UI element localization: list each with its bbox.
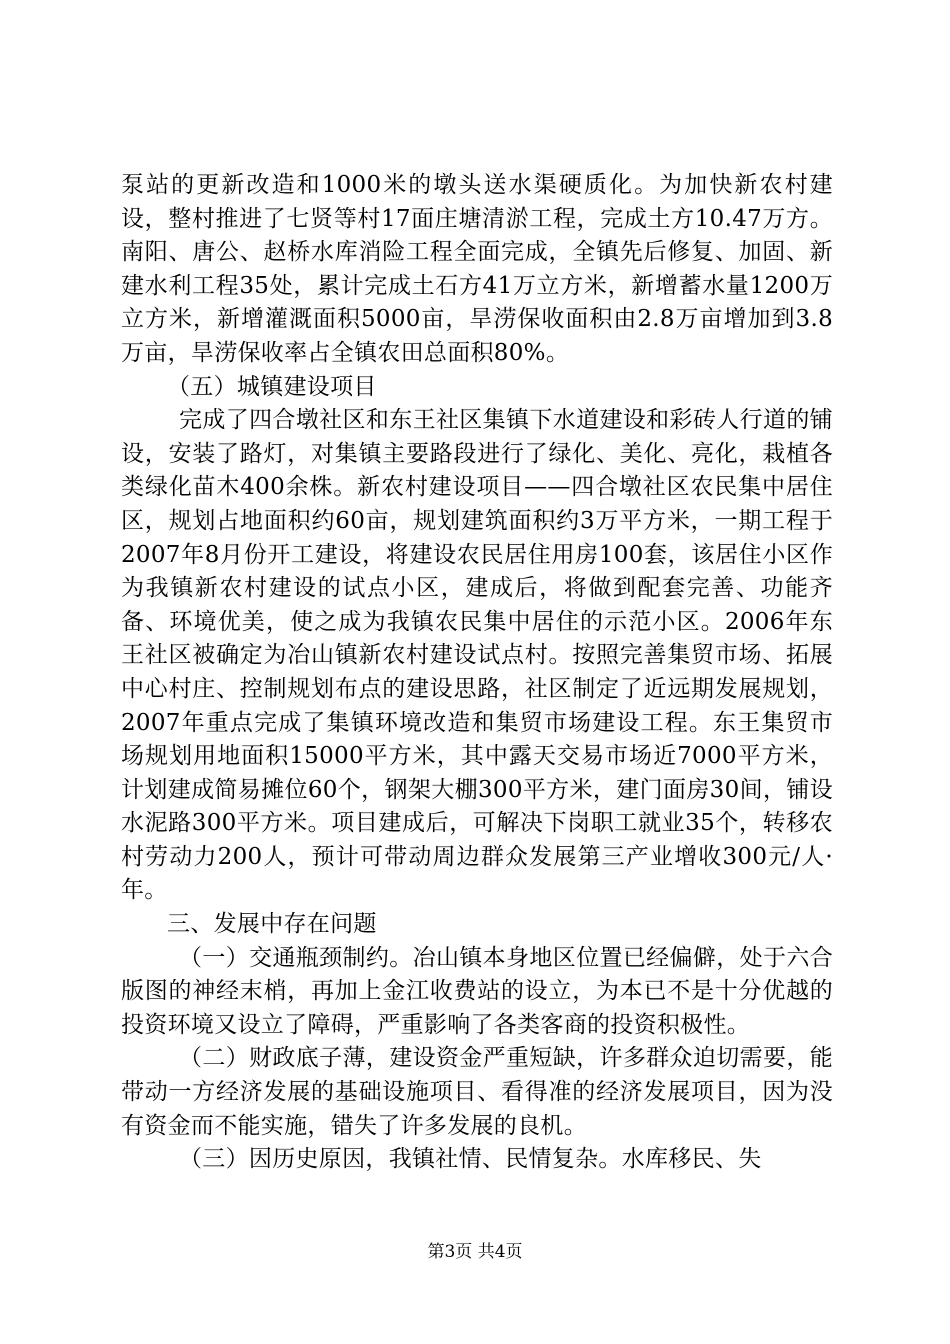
section-heading-town-construction: （五）城镇建设项目 [167, 373, 377, 400]
page-footer [0, 1241, 950, 1263]
paragraph-historical-reasons: （三）因历史原因，我镇社情、民情复杂。水库移民、失 [179, 1146, 762, 1173]
document-body [121, 169, 833, 1177]
page-number-label: 第3页 共4页 [427, 1242, 523, 1262]
paragraph-finance-shortage: （二）财政底子薄，建设资金严重短缺，许多群众迫切需要，能带动一方经济发展的基础设施项目、看得准的经济发展项目，因为没有资金而不能实施，错失了许多发展的良机。 [121, 1045, 833, 1139]
paragraph-traffic-bottleneck: （一）交通瓶颈制约。冶山镇本身地区位置已经偏僻，处于六合版图的神经末梢，再加上金江收费站的设立，为本已不是十分优越的投资环境又设立了障碍，严重影响了各类客商的投资积极性。 [121, 944, 833, 1038]
paragraph-town-construction: 完成了四合墩社区和东王社区集镇下水道建设和彩砖人行道的铺设，安装了路灯，对集镇主要路段进行了绿化、美化、亮化，栽植各类绿化苗木400余株。新农村建设项目——四合墩社区农民集中居住区，规划占地面积约60亩，规划建筑面积约3万平方米，一期工程于2007年8月份开工建设，将建设农民居住用房100套，该居住小区作为我镇新农村建设的试点小区，建成后，将做到配套完善、功能齐备、环境优美，使之成为我镇农民集中居住的示范小区。2006年东王社区被确定为冶山镇新农村建设试点村。按照完善集贸市场、拓展中心村庄、控制规划布点的建设思路，社区制定了近远期发展规划，2007年重点完成了集镇环境改造和集贸市场建设工程。东王集贸市场规划用地面积15000平方米，其中露天交易市场近7000平方米，计划建成简易摊位60个，钢架大棚300平方米，建门面房30间，铺设水泥路300平方米。项目建成后，可解决下岗职工就业35个，转移农村劳动力200人，预计可带动周边群众发展第三产业增收300元/人·年。 [121, 407, 833, 904]
paragraph-water-conservancy: 泵站的更新改造和1000米的墩头送水渠硬质化。为加快新农村建设，整村推进了七贤等村17面庄塘清淤工程，完成土方10.47万方。南阳、唐公、赵桥水库消险工程全面完成，全镇先后修复、加固、新建水利工程35处，累计完成土石方41万立方米，新增蓄水量1200万立方米，新增灌溉面积5000亩，旱涝保收面积由2.8万亩增加到3.8万亩，旱涝保收率占全镇农田总面积80%。 [121, 172, 833, 366]
section-heading-problems: 三、发展中存在问题 [167, 911, 377, 938]
